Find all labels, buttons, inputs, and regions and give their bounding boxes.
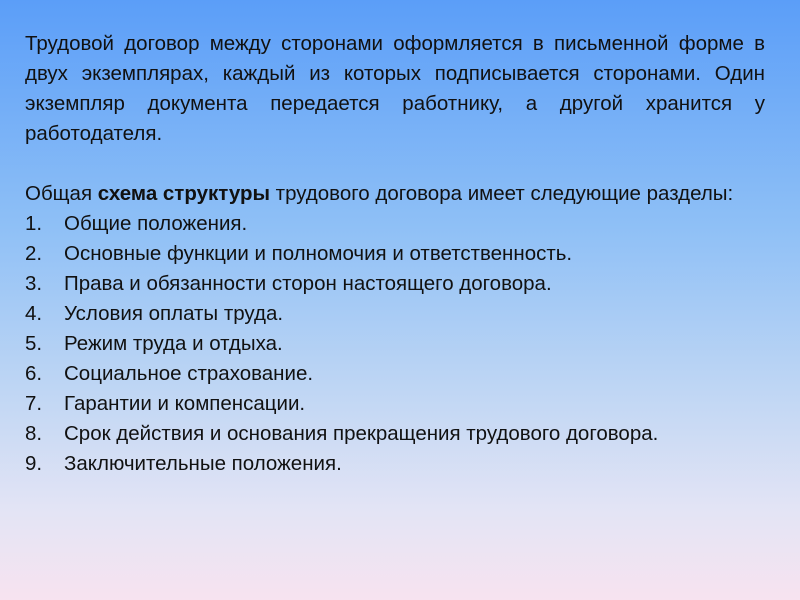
list-item-text: Режим труда и отдыха.: [64, 332, 283, 355]
list-item-text: Основные функции и полномочия и ответственность.: [64, 242, 573, 265]
sections-list: [25, 209, 765, 479]
list-item-number: 6.: [25, 362, 43, 385]
list-item: [25, 449, 765, 479]
list-item-number: 7.: [25, 392, 43, 415]
list-item: [25, 269, 765, 299]
contract-paragraph: Трудовой договор между сторонами оформляется в письменной форме в двух экземплярах, каждый из которых подписывается сторонами. Один экземпляр документа передается работнику, а другой хранится у работодателя.: [25, 32, 765, 145]
list-item-number: 9.: [25, 452, 43, 475]
list-item-text: Общие положения.: [64, 212, 248, 235]
list-item: [25, 389, 765, 419]
list-item: [25, 359, 765, 389]
list-item: [25, 239, 765, 269]
list-item-text: Социальное страхование.: [64, 362, 314, 385]
intro-text-before: Общая: [25, 182, 98, 205]
slide-content: [25, 29, 765, 479]
intro-text-after: трудового договора имеет следующие разделы:: [269, 182, 734, 205]
list-item-number: 1.: [25, 212, 43, 235]
list-item-number: 8.: [25, 422, 43, 445]
list-item-text: Условия оплаты труда.: [64, 302, 284, 325]
list-item-text: Заключительные положения.: [64, 452, 342, 475]
structure-intro: [25, 179, 765, 209]
list-item-number: 4.: [25, 302, 43, 325]
paragraph-spacer: [25, 149, 765, 179]
list-item: [25, 299, 765, 329]
list-item-text: Гарантии и компенсации.: [64, 392, 306, 415]
list-item: [25, 209, 765, 239]
list-item-number: 3.: [25, 272, 43, 295]
intro-bold-term: схема структуры: [97, 182, 270, 205]
list-item-text: Права и обязанности сторон настоящего договора.: [64, 272, 552, 295]
list-item-text: Срок действия и основания прекращения трудового договора.: [64, 422, 659, 445]
list-item: [25, 419, 765, 449]
list-item-number: 2.: [25, 242, 43, 265]
list-item-number: 5.: [25, 332, 43, 355]
list-item: [25, 329, 765, 359]
